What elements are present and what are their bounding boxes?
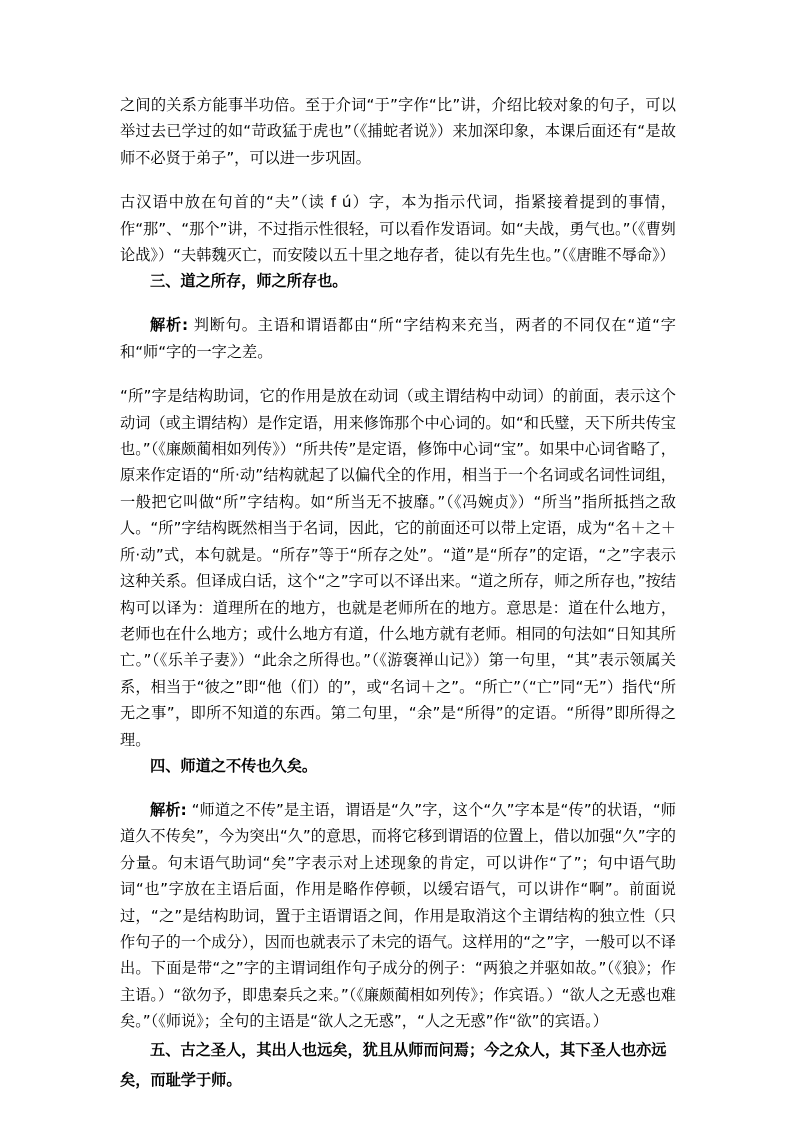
analysis-3 — [120, 312, 676, 365]
section-heading-5: 五、古之圣人，其出人也远矣，犹且从师而问焉；今之众人，其下圣人也亦远矣，而耻学于师。 — [120, 1040, 667, 1089]
analysis-label: 解析: — [150, 316, 189, 335]
analysis-3-text: 判断句。主语和谓语都由“所“字结构来充当，两者的不同仅在“道“字和“师“字的一字之差。 — [120, 316, 676, 361]
section-heading-4: 四、师道之不传也久矣。 — [150, 756, 318, 775]
paragraph-3b: “所”字是结构助词，它的作用是放在动词（或主谓结构中动词）的前面，表示这个动词（或主谓结构）是作定语，用来修饰那个中心词的。如“和氏璧，天下所共传宝也。”（《廉颇蔺相如列传》）“所共传”是定语，修饰中心词“宝”。如果中心词省略了，原来作定语的“所·动”结构就起了以偏代全的作用，相当于一个名词或名词性词组，一般把它叫做“所”字结构。如“所当无不披靡。”（《冯婉贞》）“所当”指所抵挡之敌人。“所”字结构既然相当于名词，因此，它的前面还可以带上定语，成为“名＋之＋所·动”式，本句就是。“所存”等于“所存之处”。“道”是“所存”的定语，“之”字表示这种关系。但译成白话，这个“之”字可以不译出来。“道之所存，师之所存也，”按结构可以译为：道理所在的地方，也就是老师所在的地方。意思是：道在什么地方，老师也在什么地方；或什么地方有道，什么地方就有老师。相同的句法如“日知其所亡。”（《乐羊子妻》）“此余之所得也。”（《游褒禅山记》）第一句里，“其”表示领属关系，相当于“彼之”即“他（们）的”，或“名词＋之”。“所亡”（“亡”同“无”）指代“所无之事”，即所不知道的东西。第二句里，“余”是“所得”的定语。“所得”即所得之理。 — [120, 387, 676, 749]
paragraph-2: 古汉语中放在句首的“夫”（读 f ú）字，本为指示代词，指紧接着提到的事情，作“那”、“那个”讲，不过指示性很轻，可以看作发语词。如“夫战，勇气也。”（《曹刿论战》）“夫韩魏灭亡，而安陵以五十里之地存者，徒以有先生也。”（《唐睢不辱命》） — [120, 193, 676, 265]
analysis-4-text: “师道之不传”是主语，谓语是“久”字，这个“久”字本是“传”的状语，“师道久不传矣”，今为突出“久”的意思，而将它移到谓语的位置上，借以加强“久”字的分量。句末语气助词“矣”字表示对上述现象的肯定，可以讲作“了”；句中语气助词“也”字放在主语后面，作用是略作停顿，以缓宕语气，可以讲作“啊”。前面说过，“之”是结构助词，置于主语谓语之间，作用是取消这个主谓结构的独立性（只作句子的一个成分），因而也就表示了未完的语气。这样用的“之”字，一般可以不译出。下面是带“之”字的主谓词组作句子成分的例子：“两狼之并驱如故。”（《狼》；作主语。）“欲勿予，即患秦兵之来。”（《廉颇蔺相如列传》；作宾语。）“欲人之无惑也难矣。”（《师说》；全句的主语是“欲人之无惑”，“人之无惑”作“欲”的宾语。） — [120, 800, 676, 1031]
analysis-4 — [120, 797, 676, 1035]
document-page — [120, 92, 676, 1095]
paragraph-1: 之间的关系方能事半功倍。至于介词“于”字作“比”讲，介绍比较对象的句子，可以举过去已学过的如“苛政猛于虎也”（《捕蛇者说》）来加深印象，本课后面还有“是故师不必贤于弟子”，可以进一步巩固。 — [120, 96, 676, 167]
section-heading-3: 三、道之所存，师之所存也。 — [150, 272, 348, 291]
analysis-label: 解析: — [150, 800, 187, 819]
